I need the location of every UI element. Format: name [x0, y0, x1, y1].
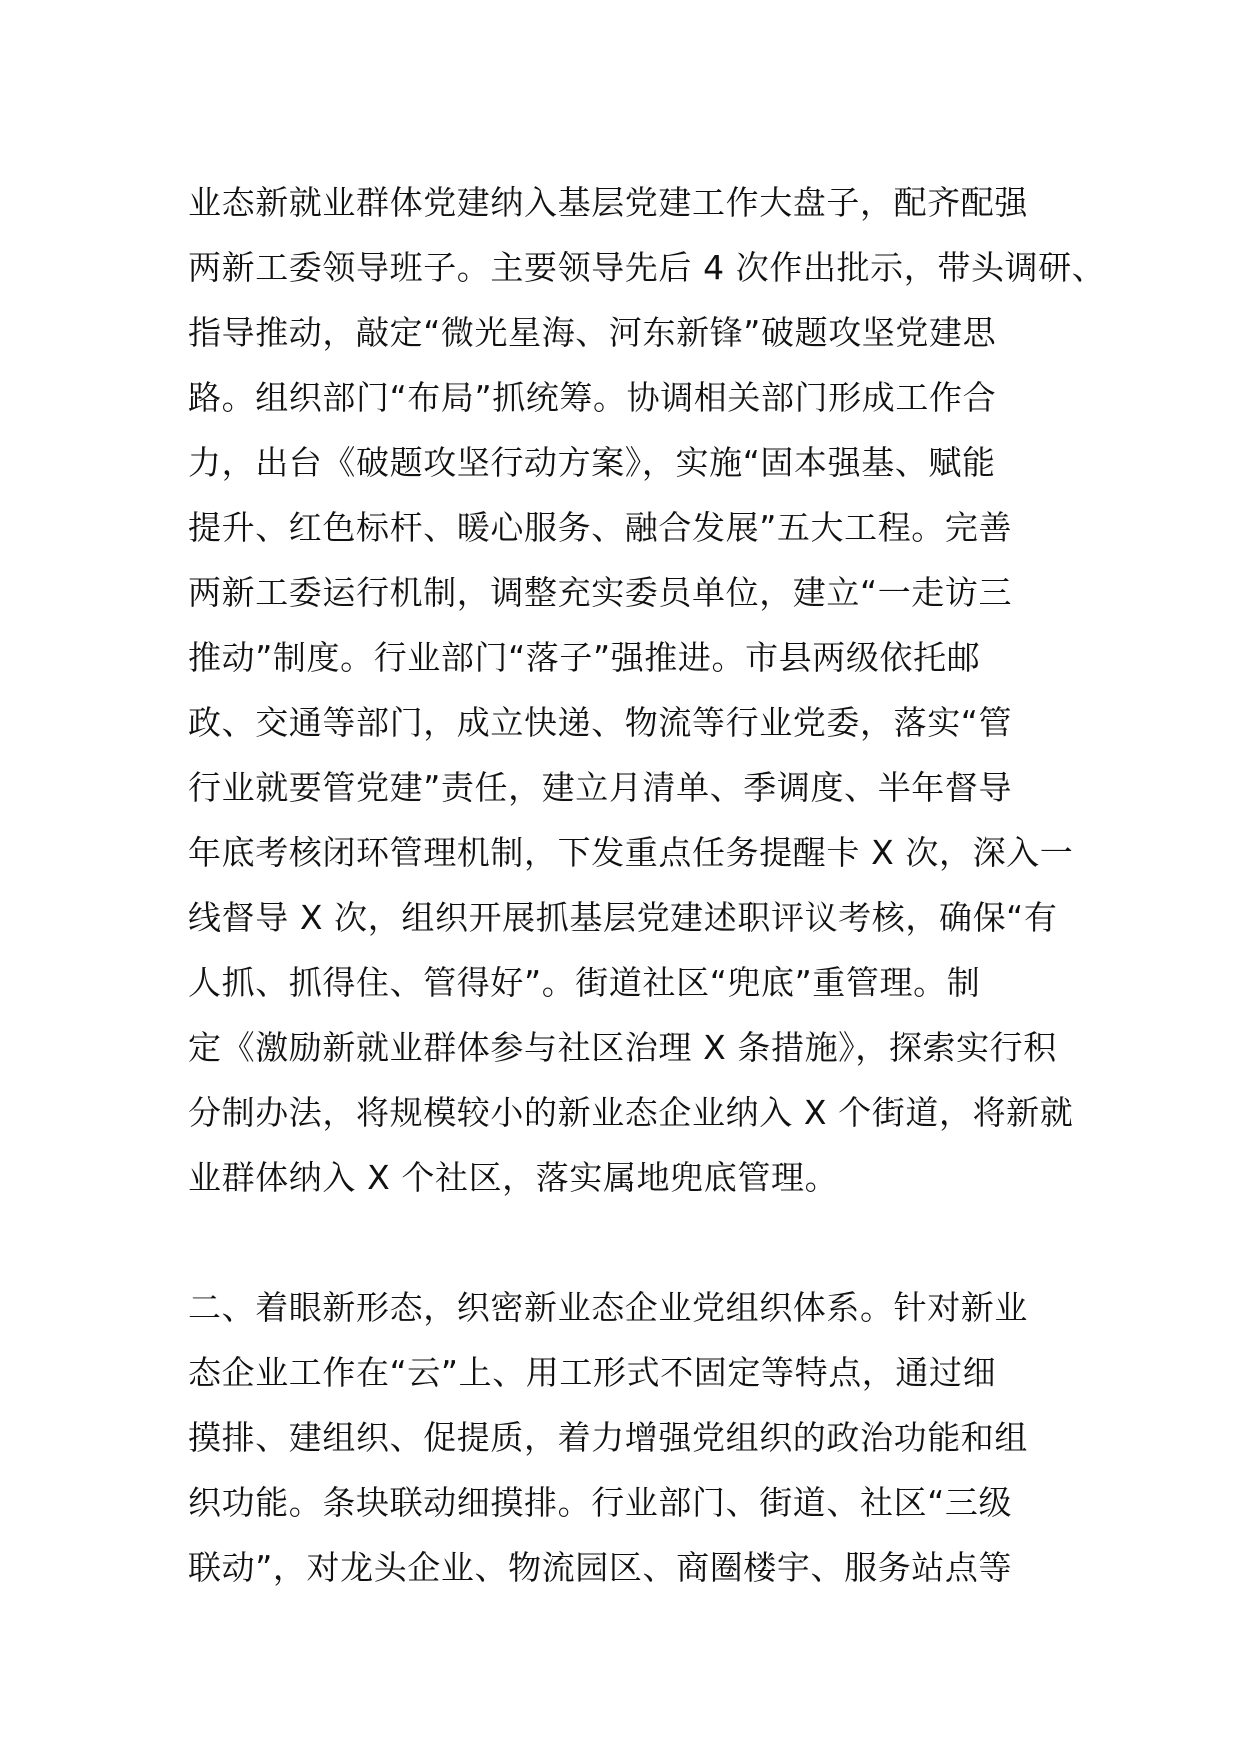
text-line: 分制办法，将规模较小的新业态企业纳入 X 个街道，将新就 [188, 1093, 1074, 1132]
text-line: 两新工委运行机制，调整充实委员单位，建立“一走访三 [188, 573, 1013, 612]
paragraph-1 [188, 170, 1106, 1210]
text-line: 两新工委领导班子。主要领导先后 4 次作出批示，带头调研、 [188, 248, 1106, 287]
text-line: 业态新就业群体党建纳入基层党建工作大盘子，配齐配强 [188, 183, 1028, 222]
text-line: 指导推动，敲定“微光星海、河东新锋”破题攻坚党建思 [188, 313, 997, 352]
text-line: 路。组织部门“布局”抓统筹。协调相关部门形成工作合 [188, 378, 997, 417]
text-line: 行业就要管党建”责任，建立月清单、季调度、半年督导 [188, 768, 1013, 807]
paragraph-spacer [188, 1210, 1068, 1275]
text-line: 政、交通等部门，成立快递、物流等行业党委，落实“管 [188, 703, 1013, 742]
text-line: 年底考核闭环管理机制，下发重点任务提醒卡 X 次，深入一 [188, 833, 1074, 872]
text-line: 态企业工作在“云”上、用工形式不固定等特点，通过细 [188, 1353, 997, 1392]
paragraph-2 [188, 1275, 1068, 1600]
text-line: 力，出台《破题攻坚行动方案》，实施“固本强基、赋能 [188, 443, 996, 482]
text-line: 业群体纳入 X 个社区，落实属地兜底管理。 [188, 1158, 839, 1197]
text-line: 提升、红色标杆、暖心服务、融合发展”五大工程。完善 [188, 508, 1013, 547]
text-line: 线督导 X 次，组织开展抓基层党建述职评议考核，确保“有 [188, 898, 1058, 937]
text-line: 联动”，对龙头企业、物流园区、商圈楼宇、服务站点等 [188, 1548, 1013, 1587]
text-line: 织功能。条块联动细摸排。行业部门、街道、社区“三级 [188, 1483, 1013, 1522]
text-line: 人抓、抓得住、管得好”。街道社区“兜底”重管理。制 [188, 963, 981, 1002]
text-line: 摸排、建组织、促提质，着力增强党组织的政治功能和组 [188, 1418, 1028, 1457]
text-line: 定《激励新就业群体参与社区治理 X 条措施》，探索实行积 [188, 1028, 1057, 1067]
text-line: 推动”制度。行业部门“落子”强推进。市县两级依托邮 [188, 638, 981, 677]
text-line: 二、着眼新形态，织密新业态企业党组织体系。针对新业 [188, 1288, 1028, 1327]
document-body [188, 170, 1106, 1600]
